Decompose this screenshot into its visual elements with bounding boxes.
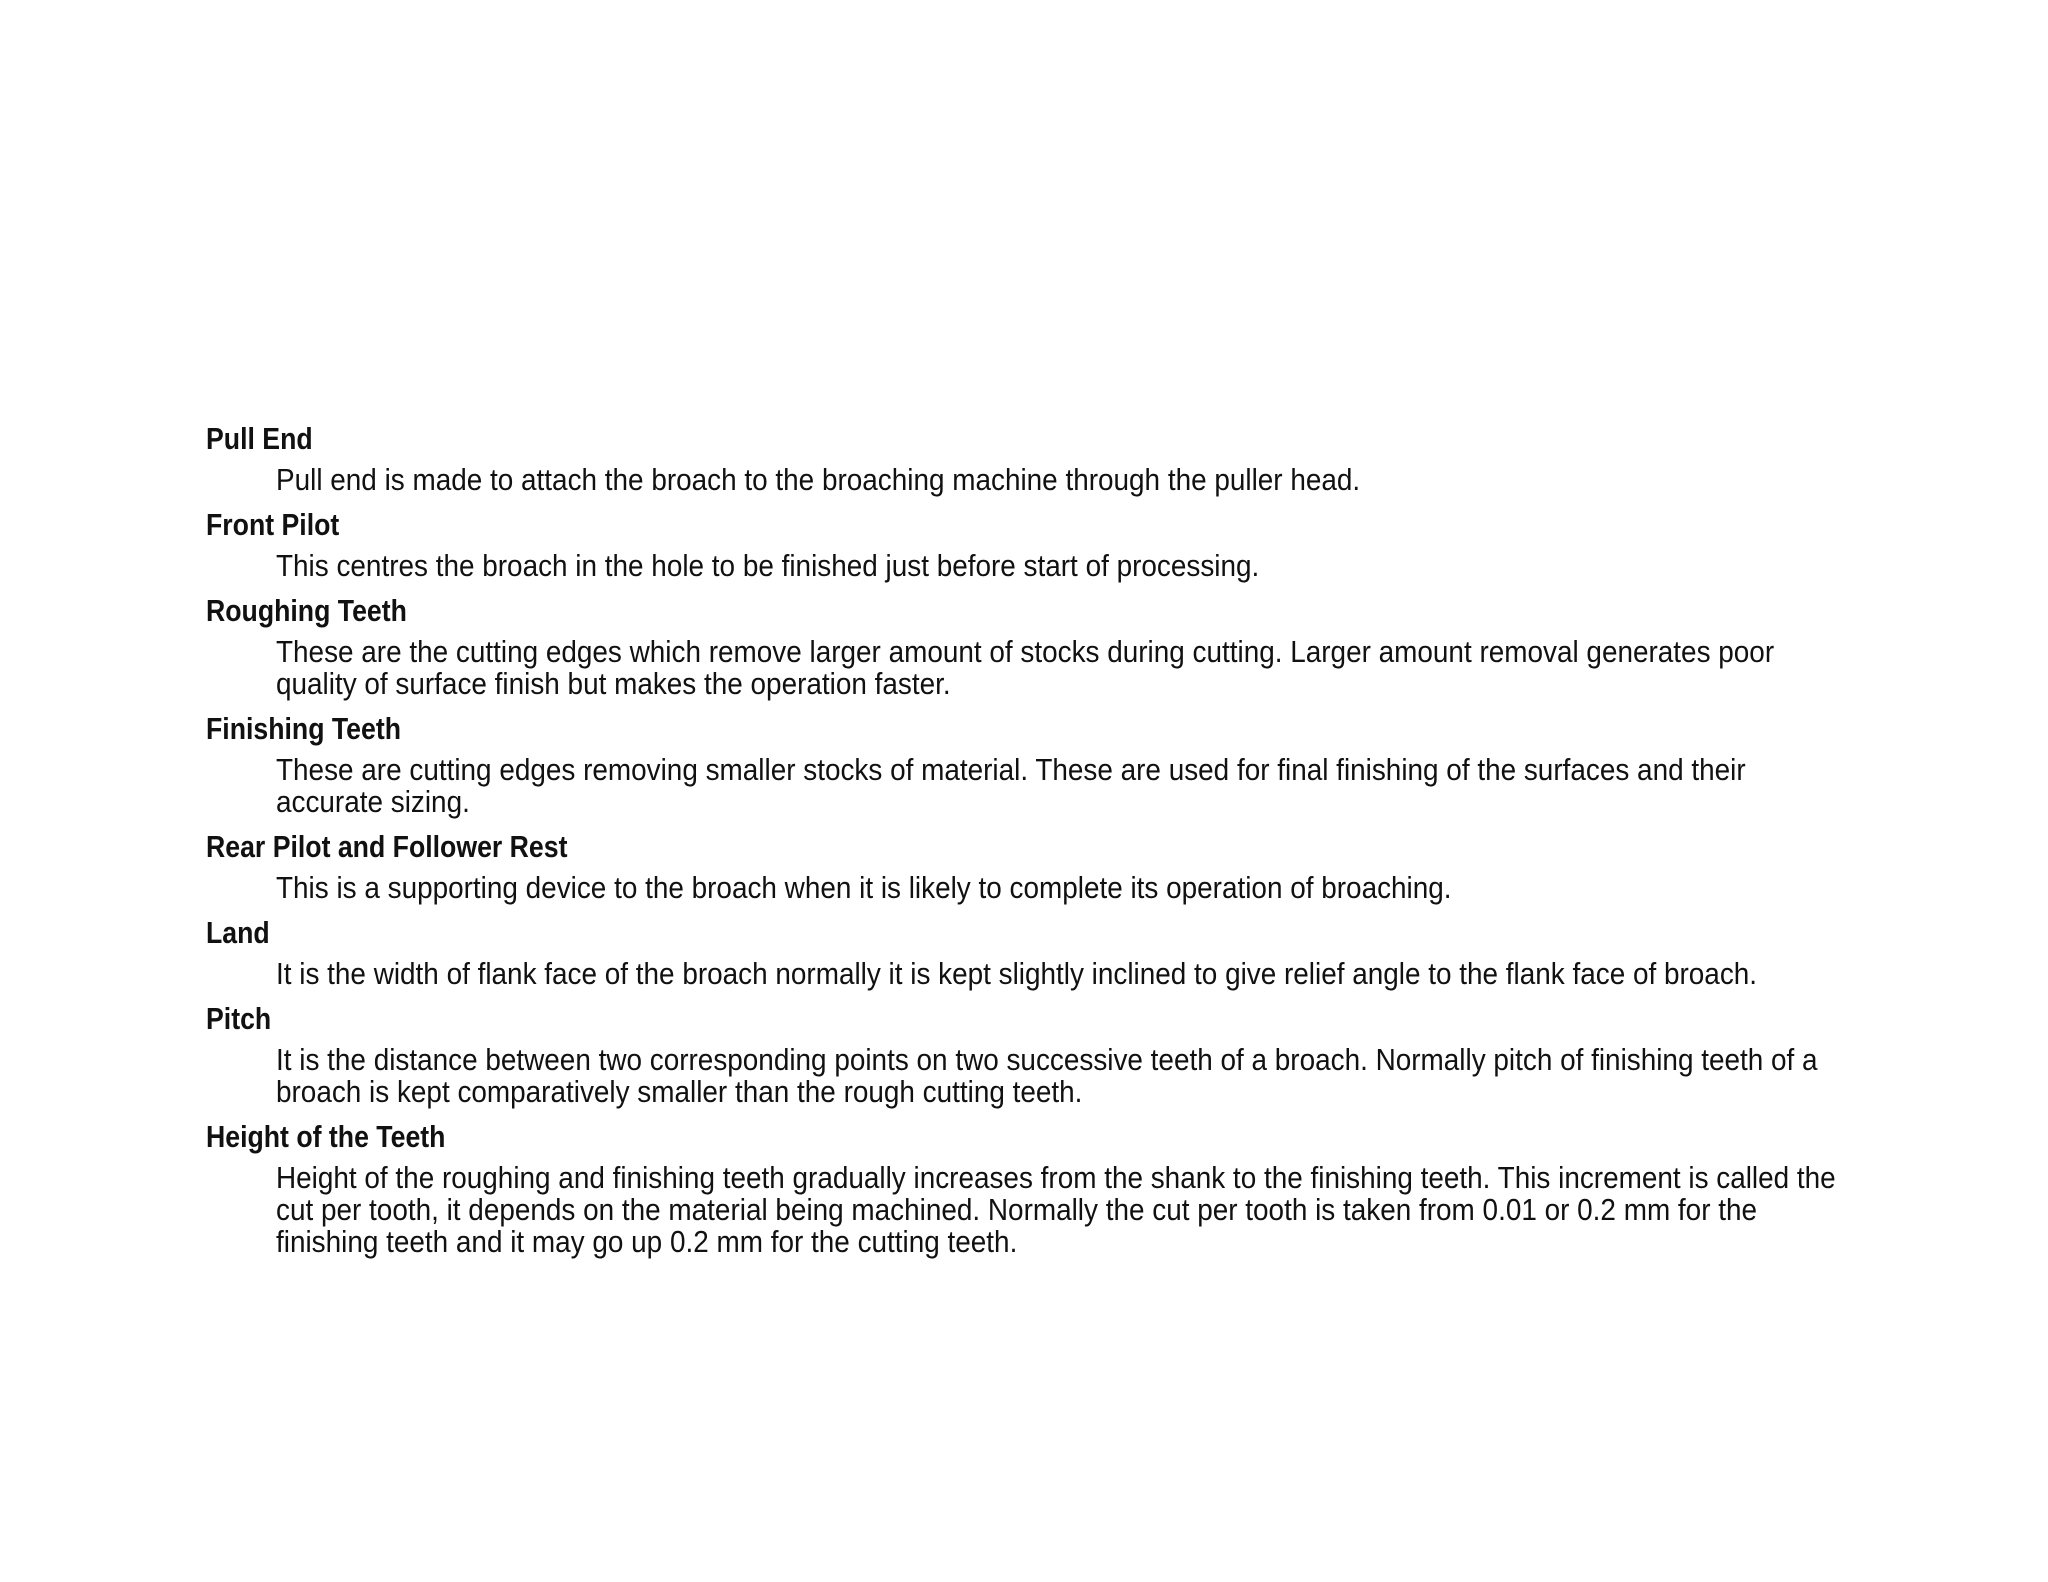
entry-pitch	[206, 1000, 1856, 1118]
entry-roughing-teeth	[206, 592, 1856, 710]
term-heading: Rear Pilot and Follower Rest	[206, 829, 568, 864]
entry-front-pilot	[206, 506, 1856, 592]
term-description: These are the cutting edges which remove larger amount of stocks during cutting. Larger amount removal generates poor quality of surface finish but makes the operation faster.	[276, 634, 1775, 701]
term-heading: Finishing Teeth	[206, 711, 402, 746]
term-description: These are cutting edges removing smaller stocks of material. These are used for final finishing of the surfaces and their accurate sizing.	[276, 752, 1746, 819]
entry-rear-pilot	[206, 828, 1856, 914]
term-heading: Pull End	[206, 421, 313, 456]
definition-list	[206, 420, 1856, 1268]
entry-height-of-teeth	[206, 1118, 1856, 1268]
term-heading: Pitch	[206, 1001, 272, 1036]
term-description: It is the distance between two corresponding points on two successive teeth of a broach. Normally pitch of finishing teeth of a broach is kept comparatively smaller than the rough cutting teeth.	[276, 1042, 1818, 1109]
term-description: Height of the roughing and finishing teeth gradually increases from the shank to the finishing teeth. This increment is called the cut per tooth, it depends on the material being machined. Normally the cut per tooth is taken from 0.01 or 0.2 mm for the finishing teeth and it may go up 0.2 mm for the cutting teeth.	[276, 1160, 1836, 1259]
term-description: It is the width of flank face of the broach normally it is kept slightly inclined to give relief angle to the flank face of broach.	[276, 956, 1758, 991]
entry-land	[206, 914, 1856, 1000]
term-description: Pull end is made to attach the broach to the broaching machine through the puller head.	[276, 462, 1361, 497]
entry-finishing-teeth	[206, 710, 1856, 828]
term-description: This is a supporting device to the broach when it is likely to complete its operation of broaching.	[276, 870, 1452, 905]
term-description: This centres the broach in the hole to be finished just before start of processing.	[276, 548, 1260, 583]
term-heading: Roughing Teeth	[206, 593, 407, 628]
term-heading: Front Pilot	[206, 507, 340, 542]
entry-pull-end	[206, 420, 1856, 506]
term-heading: Land	[206, 915, 270, 950]
term-heading: Height of the Teeth	[206, 1119, 446, 1154]
